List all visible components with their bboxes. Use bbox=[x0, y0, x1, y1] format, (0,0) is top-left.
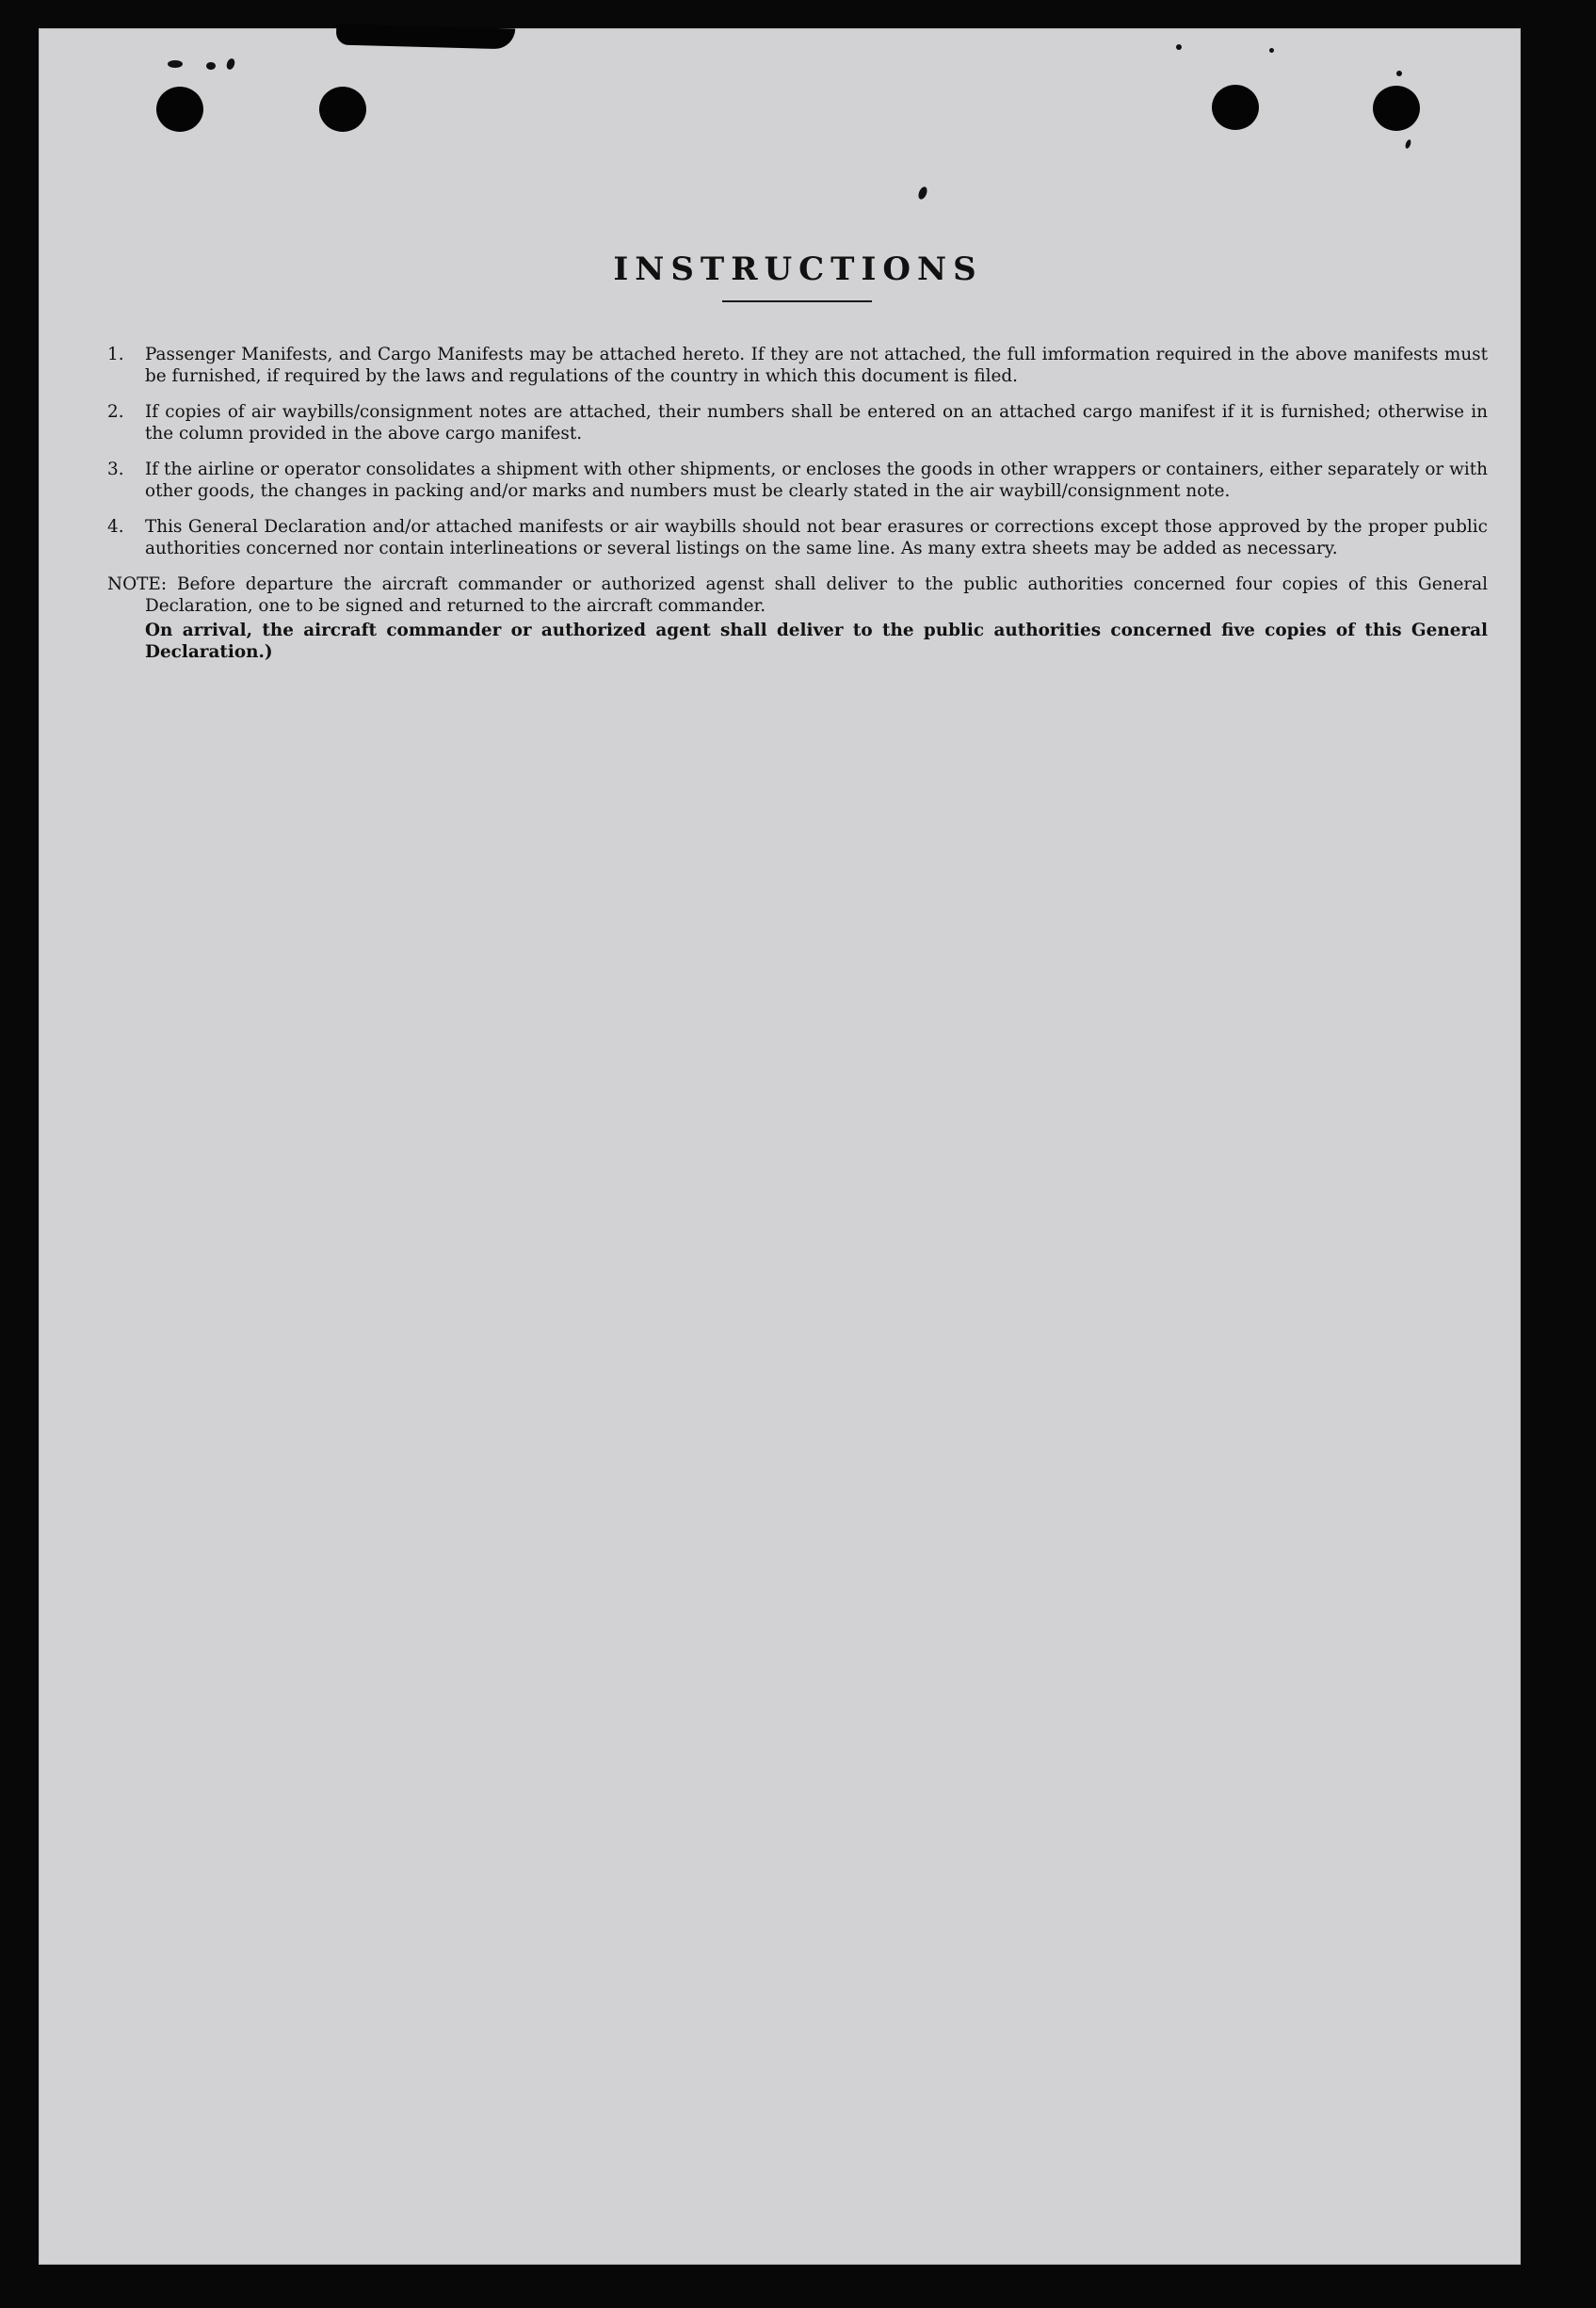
instruction-item-3 bbox=[107, 459, 1488, 502]
instruction-number: 4. bbox=[107, 517, 124, 537]
note-second-paragraph: On arrival, the aircraft commander or authorized agent shall deliver to the public authorities concerned five copies of this General Declaration.) bbox=[145, 621, 1488, 662]
ink-speck bbox=[206, 62, 216, 70]
instruction-number: 1. bbox=[107, 345, 124, 364]
ink-speck bbox=[1404, 138, 1411, 149]
ink-speck bbox=[168, 60, 183, 68]
instruction-text: Passenger Manifests, and Cargo Manifests may be attached hereto. If they are not attached, the full imformation required in the above manifests must be furnished, if required by the laws and regulations of the country in which this document is filed. bbox=[145, 345, 1488, 386]
ink-speck bbox=[1269, 48, 1274, 53]
instruction-number: 3. bbox=[107, 460, 124, 479]
instruction-item-4 bbox=[107, 516, 1488, 559]
note-section bbox=[107, 573, 1488, 663]
paper-tear bbox=[336, 24, 516, 50]
ink-speck bbox=[917, 186, 929, 201]
punch-hole bbox=[1373, 86, 1420, 131]
ink-speck bbox=[1176, 44, 1182, 50]
page-title: INSTRUCTIONS bbox=[613, 250, 983, 288]
punch-hole bbox=[156, 87, 203, 132]
punch-hole bbox=[319, 87, 366, 132]
ink-speck bbox=[225, 57, 236, 71]
punch-hole bbox=[1212, 85, 1259, 130]
instruction-text: If the airline or operator consolidates a shipment with other shipments, or encloses the goods in other wrappers or containers, either separately or with other goods, the changes in packing and/or marks and numbers must be clearly stated in the air waybill/consignment note. bbox=[145, 460, 1488, 501]
title-underline bbox=[722, 300, 872, 302]
note-label: NOTE: bbox=[107, 574, 168, 594]
note-first-text: Before departure the aircraft commander or authorized agenst shall deliver to the public authorities concerned four copies of this General Declaration, one to be signed and returned to the aircraft commander. bbox=[145, 574, 1488, 616]
instructions-list bbox=[107, 344, 1488, 663]
instruction-item-1 bbox=[107, 344, 1488, 387]
ink-speck bbox=[1396, 71, 1402, 76]
instruction-text: This General Declaration and/or attached manifests or air waybills should not bear erasures or corrections except those approved by the proper public authorities concerned nor contain interlineations or several listings on the same line. As many extra sheets may be added as necessary. bbox=[145, 517, 1488, 558]
instruction-number: 2. bbox=[107, 402, 124, 422]
instruction-text: If copies of air waybills/consignment notes are attached, their numbers shall be entered on an attached cargo manifest if it is furnished; otherwise in the column provided in the above cargo manifest. bbox=[145, 402, 1488, 444]
note-first-paragraph bbox=[107, 573, 1488, 617]
instruction-item-2 bbox=[107, 401, 1488, 444]
